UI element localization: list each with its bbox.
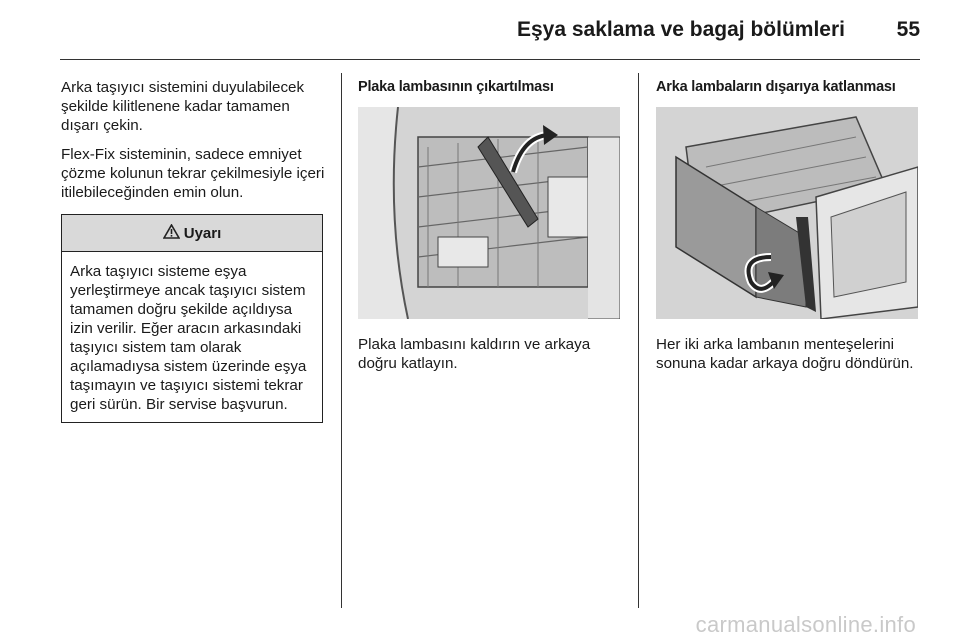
column-3 <box>656 78 922 373</box>
section-heading-rear-lamps: Arka lambaların dışarıya katlanması <box>656 79 896 95</box>
warning-header <box>62 215 322 252</box>
rear-lamp-illustration <box>656 107 918 319</box>
warning-triangle-icon <box>163 224 180 243</box>
column-1 <box>61 78 327 423</box>
column-divider-1 <box>341 73 342 608</box>
caption-plate-lamp: Plaka lambasını kaldırın ve arkaya doğru katlayın. <box>358 336 591 372</box>
warning-box <box>61 214 323 423</box>
watermark: carmanualsonline.info <box>695 612 916 637</box>
page-title: Eşya saklama ve bagaj bölümleri <box>516 18 845 41</box>
header-divider <box>60 59 920 60</box>
warning-title: Uyarı <box>183 224 222 242</box>
warning-body: Arka taşıyıcı sisteme eşya yerleştirmeye ancak taşıyıcı sistem tamamen doğru şekilde açıldıysa izin verilir. Eğer aracın arkasındaki taşıyıcı sistem tam olarak açılamadıysa sistem üzerinde eşya taşımayın ve taşıyıcı sistemi tekrar geri sürün. Bir servise başvurun. <box>70 263 307 413</box>
plate-lamp-illustration <box>358 107 620 319</box>
section-heading-plate-lamp: Plaka lambasının çıkartılması <box>358 79 554 95</box>
paragraph-pull-out: Arka taşıyıcı sistemini duyulabilecek şekilde kilitlenene kadar tamamen dışarı çekin. <box>61 79 305 134</box>
page-number: 55 <box>896 18 920 41</box>
paragraph-flexfix: Flex-Fix sisteminin, sadece emniyet çözme kolunun tekrar çekilmesiyle içeri itilebileceğinden emin olun. <box>61 146 325 201</box>
column-2 <box>358 78 624 373</box>
caption-rear-lamps: Her iki arka lambanın menteşelerini sonuna kadar arkaya doğru döndürün. <box>656 336 914 372</box>
column-divider-2 <box>638 73 639 608</box>
